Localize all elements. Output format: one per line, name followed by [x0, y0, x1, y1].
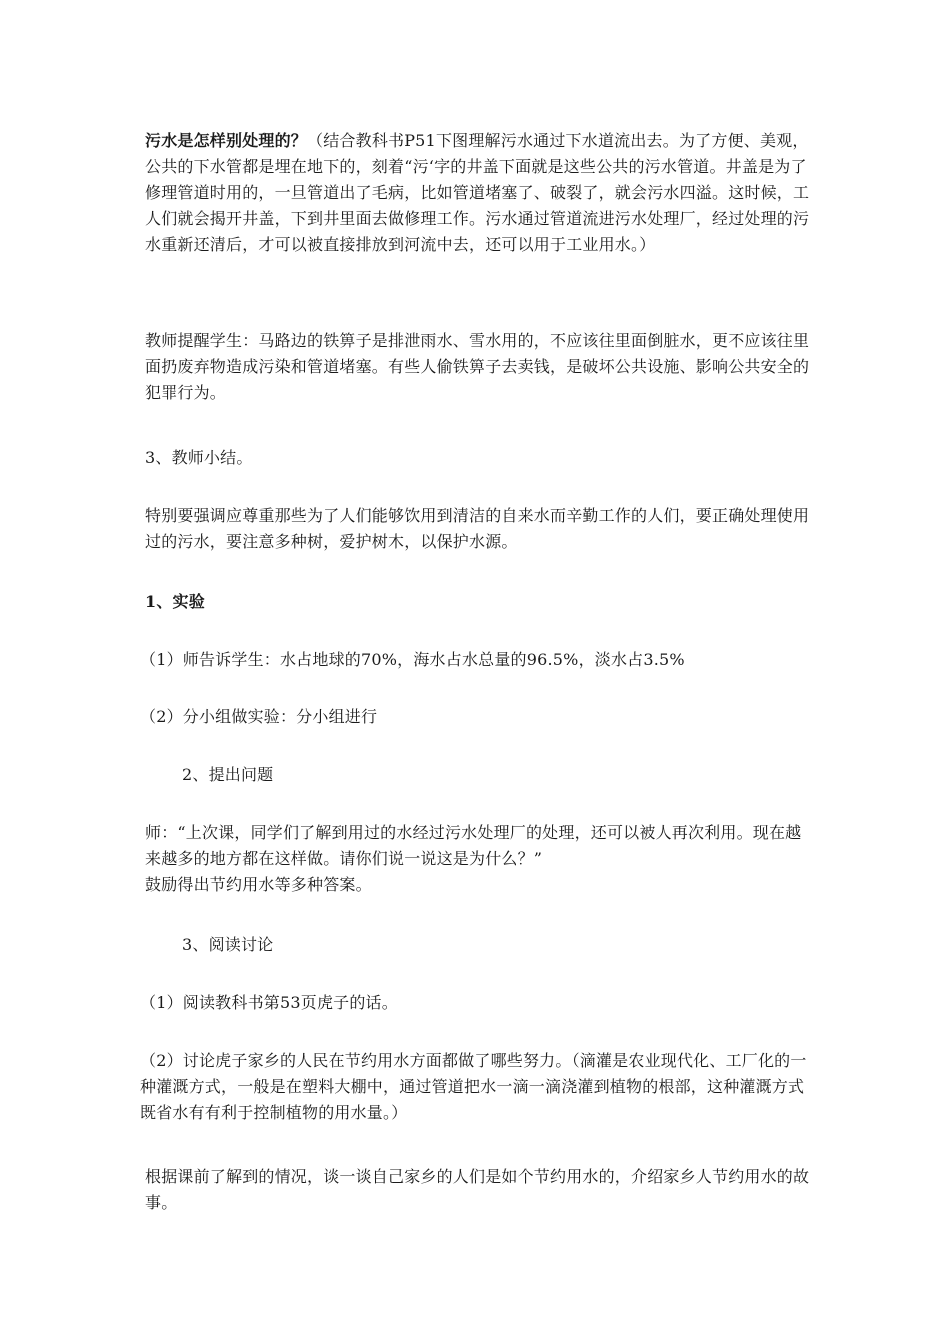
- section-heading-reading-discussion: 3、阅读讨论: [182, 935, 274, 954]
- list-item-water-facts: （1）师告诉学生：水占地球的70%，海水占水总量的96.5%，淡水占3.5%: [140, 650, 685, 669]
- paragraph-teacher-summary-heading: 3、教师小结。: [145, 448, 253, 467]
- paragraph-teacher-reminder: 教师提醒学生：马路边的铁箅子是排泄雨水、雪水用的，不应该往里面倒脏水，更不应该往里面扔废弃物造成污染和管道堵塞。有些人偷铁箅子去卖钱，是破坏公共设施、影响公共安全的犯罪行为。: [145, 331, 810, 402]
- section-heading-experiment: 1、实验: [145, 592, 205, 611]
- paragraph-teacher-question: 师：“上次课，同学们了解到用过的水经过污水处理厂的处理，还可以被人再次利用。现在越来越多的地方都在这样做。请你们说一说这是为什么？”: [145, 823, 802, 868]
- list-item-discuss-drip-irrigation: （2）讨论虎子家乡的人民在节约用水方面都做了哪些努力。（滴灌是农业现代化、工厂化的一种灌溉方式，一般是在塑料大棚中，通过管道把水一滴一滴浇灌到植物的根部，这种灌溉方式既省水有有利于控制植物的用水量。）: [140, 1051, 807, 1122]
- paragraph-lead-question: 污水是怎样别处理的？: [145, 131, 308, 150]
- list-item-read-textbook: （1）阅读教科书第53页虎子的话。: [140, 993, 398, 1012]
- paragraph-sewage-body: （结合教科书P51下图理解污水通过下水道流出去。为了方便、美观，公共的下水管都是埋在地下的，刻着“污‘字的井盖下面就是这些公共的污水管道。井盖是为了修理管道时用的，一旦管道出了毛病，比如管道堵塞了、破裂了，就会污水四溢。这时候，工人们就会揭开井盖，下到井里面去做修理工作。污水通过管道流进污水处理厂，经过处理的污水重新还清后，才可以被直接排放到河流中去，还可以用于工业用水。）: [145, 131, 810, 254]
- paragraph-hometown-story: 根据课前了解到的情况，谈一谈自己家乡的人们是如个节约用水的，介绍家乡人节约用水的故事。: [145, 1167, 810, 1212]
- paragraph-summary-body: 特别要强调应尊重那些为了人们能够饮用到清洁的自来水而辛勤工作的人们，要正确处理使用过的污水，要注意多种树，爱护树木，以保护水源。: [145, 506, 810, 551]
- section-heading-raise-question: 2、提出问题: [182, 765, 274, 784]
- paragraph-sewage-treatment: [145, 128, 810, 258]
- paragraph-encourage-answers: 鼓励得出节约用水等多种答案。: [145, 875, 372, 894]
- list-item-group-experiment: （2）分小组做实验：分小组进行: [140, 707, 378, 726]
